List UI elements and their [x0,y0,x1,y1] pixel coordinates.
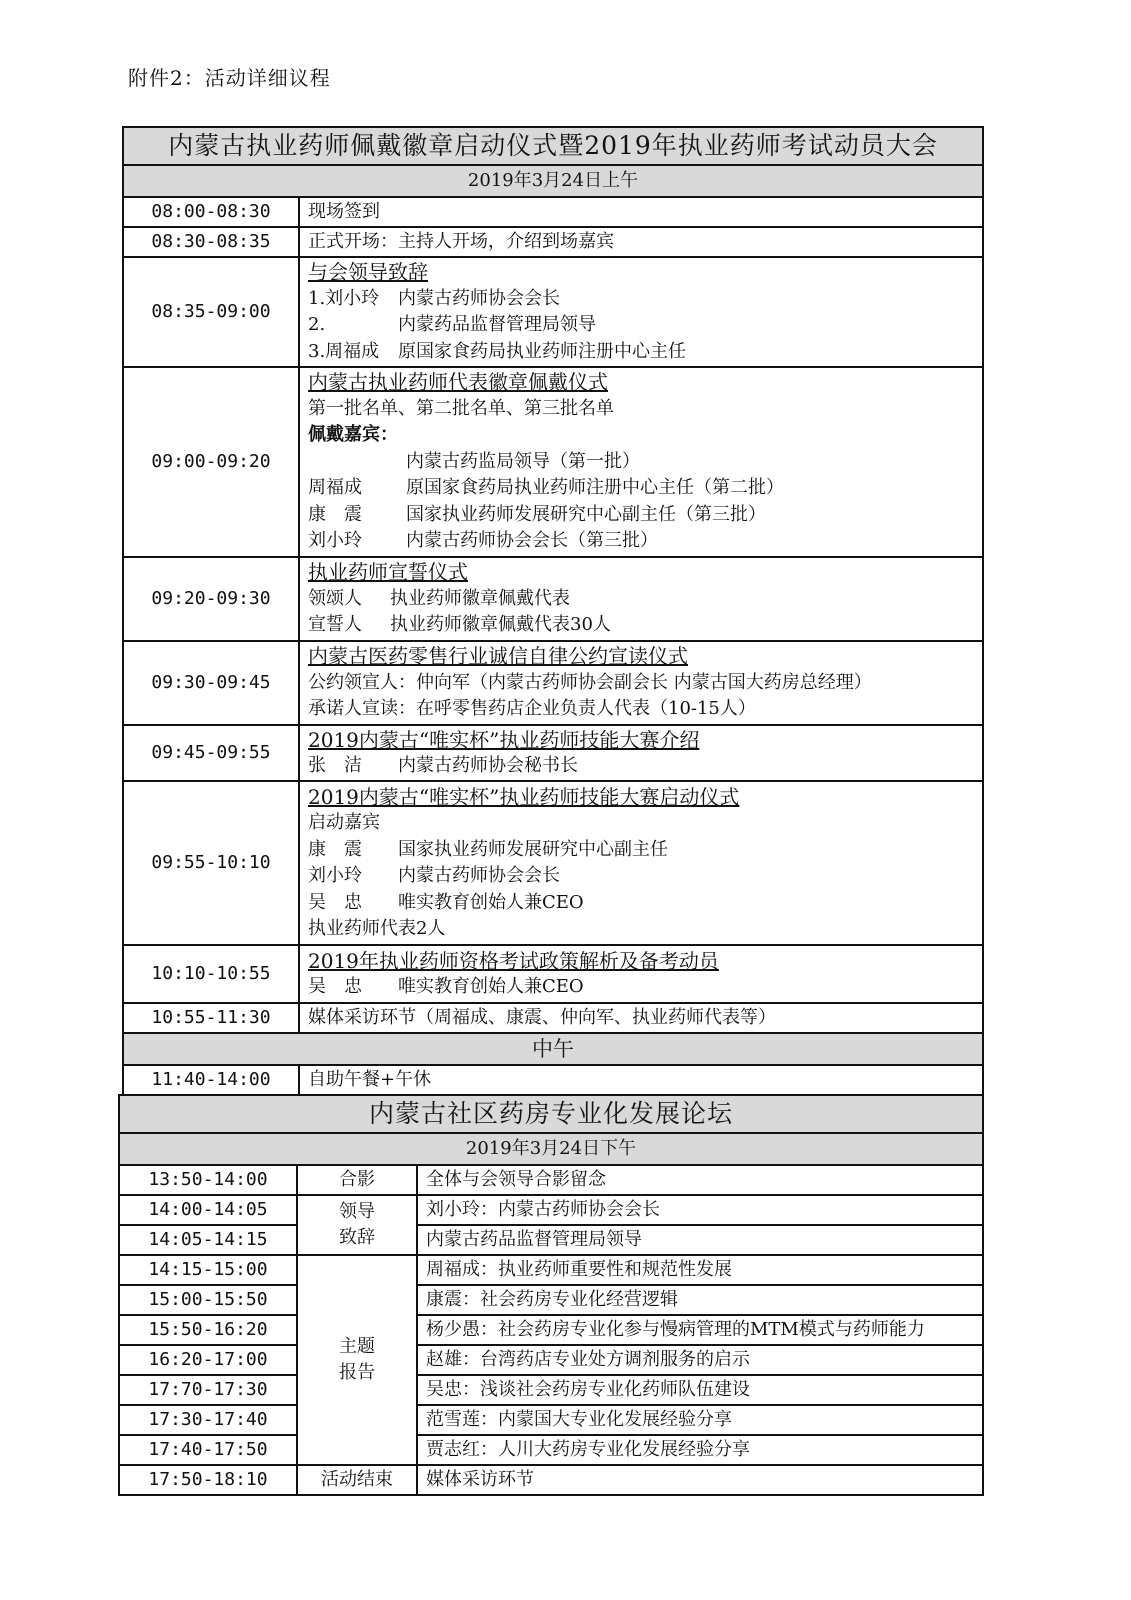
agenda-topic: 内蒙古医药零售行业诚信自律公约宣读仪式 [308,644,688,669]
category-cell: 活动结束 [297,1465,417,1495]
agenda-text: 正式开场：主持人开场，介绍到场嘉宾 [299,227,983,257]
time-cell: 14:00-14:05 [119,1195,297,1225]
agenda-row [123,557,983,641]
agenda-block [299,557,983,641]
agenda-row [119,1435,983,1465]
agenda-row [123,367,983,557]
agenda-text: 媒体采访环节（周福成、康震、仲向军、执业药师代表等） [299,1003,983,1033]
speaker-line: 吴 忠 唯实教育创始人兼CEO [308,976,584,997]
speaker-line: 1.刘小玲 内蒙古药师协会会长 [308,287,560,309]
agenda-row [119,1255,983,1285]
time-cell: 08:30-08:35 [123,227,299,257]
guests-label: 启动嘉宾 [308,812,380,833]
speaker-line: 领颂人 执业药师徽章佩戴代表 [308,587,570,609]
speaker-line: 周福成 原国家食药局执业药师注册中心主任（第二批） [308,477,784,499]
afternoon-agenda-table [118,1094,984,1496]
agenda-text: 康震：社会药房专业化经营逻辑 [417,1285,983,1315]
time-cell: 09:00-09:20 [123,367,299,557]
agenda-row [119,1285,983,1315]
time-cell: 15:00-15:50 [119,1285,297,1315]
agenda-text: 贾志红：人川大药房专业化发展经验分享 [417,1435,983,1465]
time-cell: 17:40-17:50 [119,1435,297,1465]
time-cell: 09:20-09:30 [123,557,299,641]
speaker-line: 刘小玲 内蒙古药师协会会长 [308,865,560,886]
time-cell: 17:50-18:10 [119,1465,297,1495]
agenda-row [119,1315,983,1345]
morning-section-title: 内蒙古执业药师佩戴徽章启动仪式暨2019年执业药师考试动员大会 [123,127,983,165]
agenda-topic: 2019内蒙古“唯实杯”执业药师技能大赛启动仪式 [308,784,740,809]
time-cell: 09:55-10:10 [123,781,299,945]
agenda-block [299,725,983,781]
time-cell: 13:50-14:00 [119,1165,297,1195]
agenda-text: 刘小玲：内蒙古药师协会会长 [417,1195,983,1225]
category-cell: 合影 [297,1165,417,1195]
category-cell: 主题 报告 [297,1255,417,1465]
time-cell: 17:30-17:40 [119,1405,297,1435]
speaker-line: 张 洁 内蒙古药师协会秘书长 [308,755,578,776]
agenda-topic: 2019内蒙古“唯实杯”执业药师技能大赛介绍 [308,727,700,752]
speaker-line: 康 震 国家执业药师发展研究中心副主任 [308,838,668,860]
speaker-line: 2. 内蒙药品监督管理局领导 [308,314,596,335]
afternoon-date: 2019年3月24日下午 [119,1133,983,1165]
time-cell: 09:45-09:55 [123,725,299,781]
agenda-row [123,781,983,945]
time-cell: 15:50-16:20 [119,1315,297,1345]
time-cell: 10:10-10:55 [123,945,299,1003]
time-cell: 14:15-15:00 [119,1255,297,1285]
agenda-text: 自助午餐+午休 [299,1065,983,1095]
agenda-text: 赵雄：台湾药店专业处方调剂服务的启示 [417,1345,983,1375]
agenda-row [123,1065,983,1095]
time-cell: 08:00-08:30 [123,197,299,227]
agenda-block [299,945,983,1003]
agenda-topic: 内蒙古执业药师代表徽章佩戴仪式 [308,370,608,395]
time-cell: 11:40-14:00 [123,1065,299,1095]
agenda-row [123,725,983,781]
agenda-text: 媒体采访环节 [417,1465,983,1495]
agenda-row [119,1465,983,1495]
noon-label: 中午 [123,1033,983,1065]
agenda-block [299,257,983,367]
agenda-row [123,227,983,257]
time-cell: 08:35-09:00 [123,257,299,367]
agenda-row [119,1345,983,1375]
guests-label: 佩戴嘉宾： [308,424,398,446]
agenda-text: 杨少愚：社会药房专业化参与慢病管理的MTM模式与药师能力 [417,1315,983,1345]
time-cell: 09:30-09:45 [123,641,299,725]
time-cell: 10:55-11:30 [123,1003,299,1033]
attachment-title: 附件2：活动详细议程 [128,66,331,90]
agenda-row [119,1195,983,1225]
agenda-row [119,1375,983,1405]
agenda-line: 公约领宣人：仲向军（内蒙古药师协会副会长 内蒙古国大药房总经理） [308,671,872,693]
agenda-row [119,1225,983,1255]
agenda-topic: 2019年执业药师资格考试政策解析及备考动员 [308,948,719,973]
category-cell: 领导 致辞 [297,1195,417,1255]
speaker-line: 宣誓人 执业药师徽章佩戴代表30人 [308,614,611,636]
agenda-block [299,641,983,725]
speaker-line: 内蒙古药监局领导（第一批） [406,450,640,472]
time-cell: 14:05-14:15 [119,1225,297,1255]
agenda-text: 内蒙古药品监督管理局领导 [417,1225,983,1255]
agenda-text: 吴忠：浅谈社会药房专业化药师队伍建设 [417,1375,983,1405]
afternoon-section-title: 内蒙古社区药房专业化发展论坛 [119,1095,983,1133]
agenda-topic: 与会领导致辞 [308,260,428,284]
agenda-text: 全体与会领导合影留念 [417,1165,983,1195]
agenda-row [119,1165,983,1195]
speaker-line: 刘小玲 内蒙古药师协会会长（第三批） [308,530,658,552]
agenda-line: 承诺人宣读：在呼零售药店企业负责人代表（10-15人） [308,698,756,720]
agenda-row [123,197,983,227]
speaker-line: 3.周福成 原国家食药局执业药师注册中心主任 [308,340,686,362]
time-cell: 17:70-17:30 [119,1375,297,1405]
agenda-block [299,367,983,557]
agenda-block [299,781,983,945]
agenda-text: 周福成：执业药师重要性和规范性发展 [417,1255,983,1285]
speaker-line: 吴 忠 唯实教育创始人兼CEO [308,891,584,913]
morning-date: 2019年3月24日上午 [123,165,983,197]
namelist-line: 第一批名单、第二批名单、第三批名单 [308,397,614,419]
time-cell: 16:20-17:00 [119,1345,297,1375]
agenda-row [123,641,983,725]
agenda-row [123,1003,983,1033]
agenda-row [123,257,983,367]
agenda-row [119,1405,983,1435]
agenda-row [123,945,983,1003]
agenda-topic: 执业药师宣誓仪式 [308,560,468,585]
speaker-line: 康 震 国家执业药师发展研究中心副主任（第三批） [308,503,766,525]
morning-agenda-table [122,126,984,1096]
agenda-text: 现场签到 [299,197,983,227]
agenda-text: 范雪莲：内蒙国大专业化发展经验分享 [417,1405,983,1435]
agenda-line: 执业药师代表2人 [308,918,446,939]
